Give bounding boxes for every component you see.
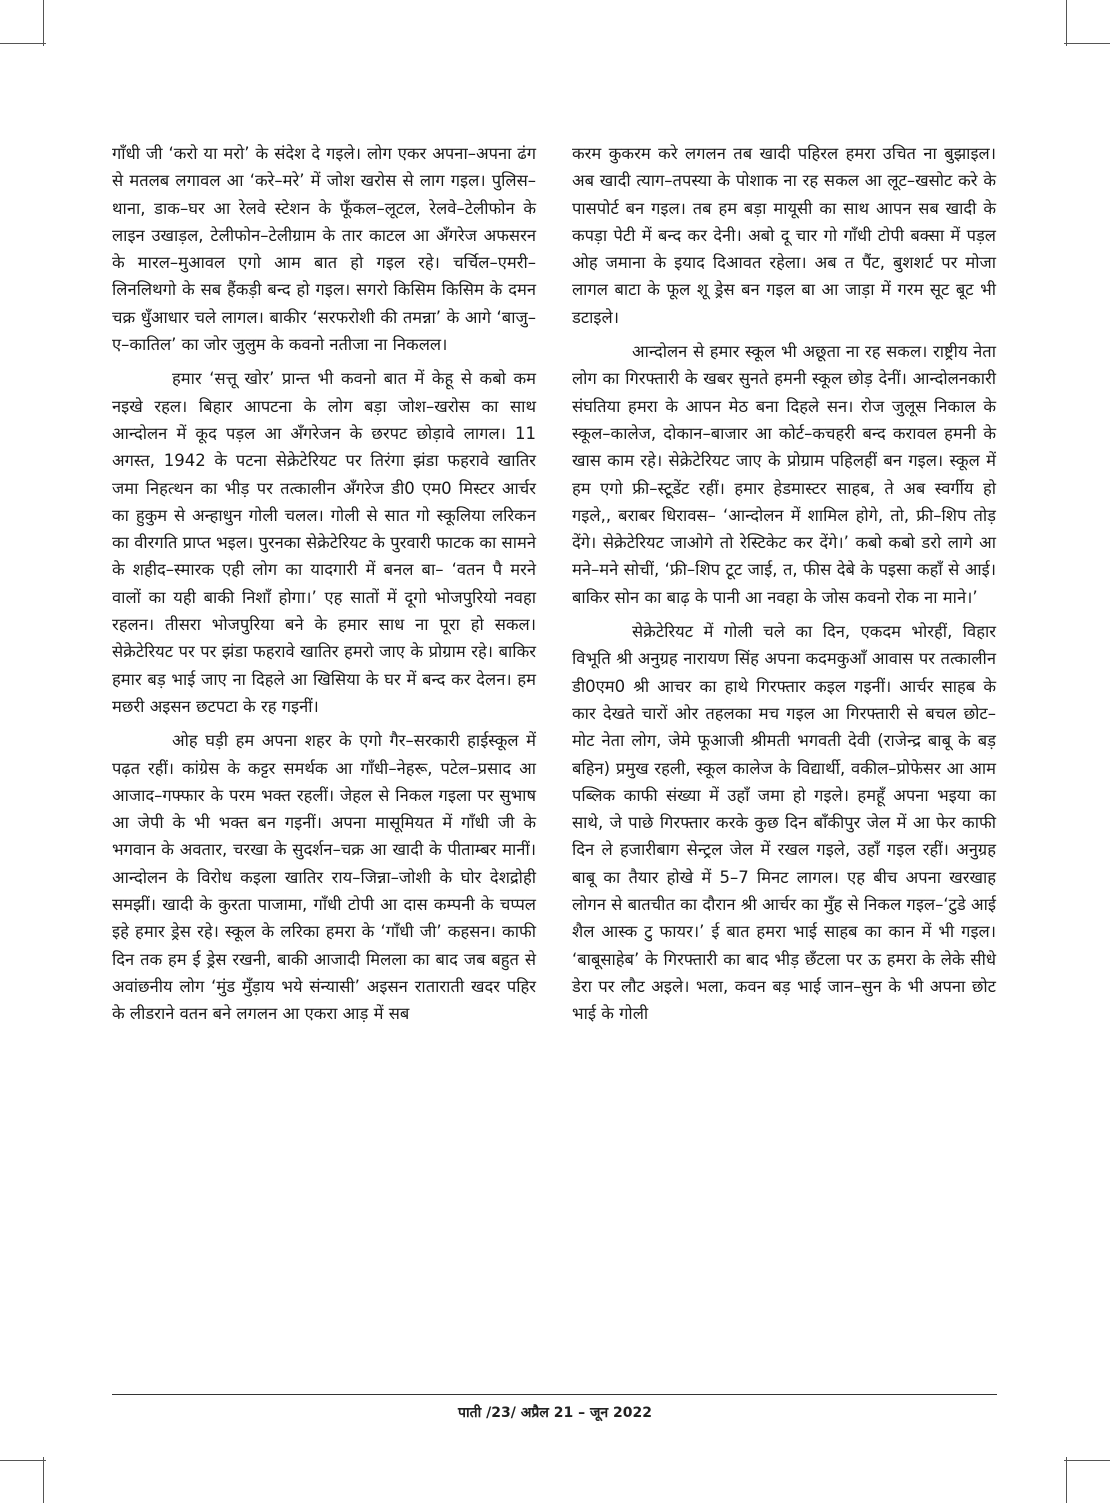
crop-mark xyxy=(1066,0,1067,46)
paragraph: करम कुकरम करे लगलन तब खादी पहिरल हमरा उचित ना बुझाइल। अब खादी त्याग–तपस्या के पोशाक ना रह सकल आ लूट–खसोट करे के पासपोर्ट बन गइल। तब हम बड़ा मायूसी का साथ आपन सब खादी के कपड़ा पेटी में बन्द कर देनी। अबो दू चार गो गाँधी टोपी बक्सा में पड़ल ओह जमाना के इयाद दिआवत रहेला। अब त पैंट, बुशशर्ट पर मोजा लागल बाटा के फूल शू ड्रेस बन गइल बा आ जाड़ा में गरम सूट बूट भी डटाइले। xyxy=(572,144,996,327)
crop-mark xyxy=(0,1460,46,1461)
footer-divider xyxy=(112,1394,997,1395)
crop-mark xyxy=(0,43,46,44)
left-column xyxy=(112,140,536,1028)
paragraph: हमार ‘सत्तू खोर’ प्रान्त भी कवनो बात में केहू से कबो कम नइखे रहल। बिहार आपटना के लोग बड़ा जोश–खरोस का साथ आन्दोलन में कूद पड़ल आ अँगरेजन के छरपट छोड़ावे लागल। 11 अगस्त, 1942 के पटना सेक्रेटेरियट पर तिरंगा झंडा फहरावे खातिर जमा निहत्थन का भीड़ पर तत्कालीन अँगरेज डी0 एम0 मिस्टर आर्चर का हुकुम से अन्हाधुन गोली चलल। गोली से सात गो स्कूलिया लरिकन का वीरगति प्राप्त भइल। पुरनका सेक्रेटेरियट के पुरवारी फाटक का सामने के शहीद–स्मारक एही लोग का यादगारी में बनल बा– ‘वतन पै मरने वालों का यही बाकी निशाँ होगा।’ एह सातों में दूगो भोजपुरियो नवहा रहलन। तीसरा भोजपुरिया बने के हमार साध ना पूरा हो सकल। सेक्रेटेरियट पर पर झंडा फहरावे खातिर हमरो जाए के प्रोग्राम रहे। बाकिर हमार बड़ भाई जाए ना दिहले आ खिसिया के घर में बन्द कर देलन। हम मछरी अइसन छटपटा के रह गइनीं। xyxy=(112,369,536,716)
crop-mark xyxy=(1064,1460,1110,1461)
crop-mark xyxy=(1064,43,1110,44)
paragraph: गाँधी जी ‘करो या मरो’ के संदेश दे गइले। लोग एकर अपना–अपना ढंग से मतलब लगावल आ ‘करे–मरे’ में जोश खरोस से लाग गइल। पुलिस–थाना, डाक–घर आ रेलवे स्टेशन के फूँकल–लूटल, रेलवे–टेलीफोन के लाइन उखाड़ल, टेलीफोन–टेलीग्राम के तार काटल आ अँगरेज अफसरन के मारल–मुआवल एगो आम बात हो गइल रहे। चर्चिल–एमरी–लिनलिथगो के सब हैंकड़ी बन्द हो गइल। सगरो किसिम किसिम के दमन चक्र धुँआधार चले लागल। बाकीर ‘सरफरोशी की तमन्ना’ के आगे ‘बाजु–ए–कातिल’ का जोर जुलुम के कवनो नतीजा ना निकलल। xyxy=(112,144,536,355)
crop-mark xyxy=(1066,1457,1067,1503)
right-column xyxy=(572,140,996,1028)
paragraph: आन्दोलन से हमार स्कूल भी अछूता ना रह सकल। राष्ट्रीय नेता लोग का गिरफ्तारी के खबर सुनते हमनी स्कूल छोड़ देनीं। आन्दोलनकारी संघतिया हमरा के आपन मेठ बना दिहले सन। रोज जुलूस निकाल के स्कूल–कालेज, दोकान–बाजार आ कोर्ट–कचहरी बन्द करावल हमनी के खास काम रहे। सेक्रेटेरियट जाए के प्रोग्राम पहिलहीं बन गइल। स्कूल में हम एगो फ्री–स्टूडेंट रहीं। हमार हेडमास्टर साहब, ते अब स्वर्गीय हो गइले,, बराबर धिरावस– ‘आन्दोलन में शामिल होगे, तो, फ्री–शिप तोड़ देंगे। सेक्रेटेरियट जाओगे तो रेस्टिकेट कर देंगे।’ कबो कबो डरो लागे आ मने–मने सोचीं, ‘फ्री–शिप टूट जाई, त, फीस देबे के पइसा कहाँ से आई। बाकिर सोन का बाढ़ के पानी आ नवहा के जोस कवनो रोक ना माने।’ xyxy=(572,342,996,607)
paragraph: सेक्रेटेरियट में गोली चले का दिन, एकदम भोरहीं, विहार विभूति श्री अनुग्रह नारायण सिंह अपना कदमकुआँ आवास पर तत्कालीन डी0एम0 श्री आचर का हाथे गिरफ्तार कइल गइनीं। आर्चर साहब के कार देखते चारों ओर तहलका मच गइल आ गिरफ्तारी से बचल छोट–मोट नेता लोग, जेमे फूआजी श्रीमती भगवती देवी (राजेन्द्र बाबू के बड़ बहिन) प्रमुख रहली, स्कूल कालेज के विद्यार्थी, वकील–प्रोफेसर आ आम पब्लिक काफी संख्या में उहाँ जमा हो गइले। हमहूँ अपना भइया का साथे, जे पाछे गिरफ्तार करके कुछ दिन बाँकीपुर जेल में आ फेर काफी दिन ले हजारीबाग सेन्ट्रल जेल में रखल गइले, उहाँ गइल रहीं। अनुग्रह बाबू का तैयार होखे में 5–7 मिनट लागल। एह बीच अपना खरखाह लोगन से बातचीत का दौरान श्री आर्चर का मुँह से निकल गइल–‘टुडे आई शैल आस्क टु फायर।’ ई बात हमरा भाई साहब का कान में भी गइल। ‘बाबूसाहेब’ के गिरफ्तारी का बाद भीड़ छँटला पर ऊ हमरा के लेके सीधे डेरा पर लौट अइले। भला, कवन बड़ भाई जान–सुन के भी अपना छोट भाई के गोली xyxy=(572,622,996,1024)
page-footer: पाती /23/ अप्रैल 21 – जून 2022 xyxy=(458,1405,652,1421)
crop-mark xyxy=(43,0,44,46)
crop-mark xyxy=(43,1457,44,1503)
paragraph: ओह घड़ी हम अपना शहर के एगो गैर–सरकारी हाईस्कूल में पढ़त रहीं। कांग्रेस के कट्टर समर्थक आ गाँधी–नेहरू, पटेल–प्रसाद आ आजाद–गफ्फार के परम भक्त रहलीं। जेहल से निकल गइला पर सुभाष आ जेपी के भी भक्त बन गइनीं। अपना मासूमियत में गाँधी जी के भगवान के अवतार, चरखा के सुदर्शन–चक्र आ खादी के पीताम्बर मानीं। आन्दोलन के विरोध कइला खातिर राय–जिन्ना–जोशी के घोर देशद्रोही समझीं। खादी के कुरता पाजामा, गाँधी टोपी आ दास कम्पनी के चप्पल इहे हमार ड्रेस रहे। स्कूल के लरिका हमरा के ‘गाँधी जी’ कहसन। काफी दिन तक हम ई ड्रेस रखनी, बाकी आजादी मिलला का बाद जब बहुत से अवांछनीय लोग ‘मुंड मुँड़ाय भये संन्यासी’ अइसन राताराती खदर पहिर के लीडराने वतन बने लगलन आ एकरा आड़ में सब xyxy=(112,731,536,1024)
